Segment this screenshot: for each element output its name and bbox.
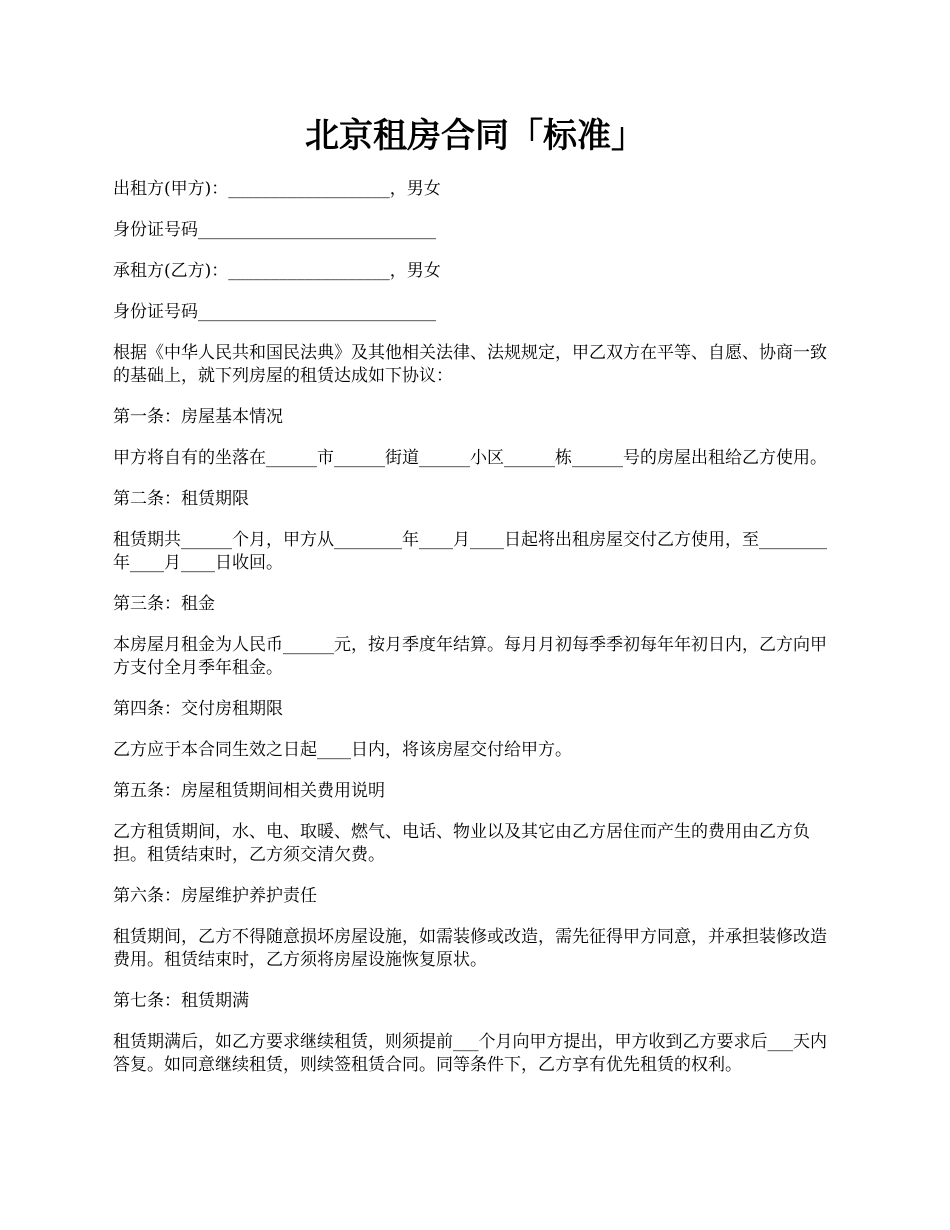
article-6-text: 租赁期间，乙方不得随意损坏房屋设施，如需装修或改造，需先征得甲方同意，并承担装修改造费用。租赁结束时，乙方须将房屋设施恢复原状。 bbox=[113, 927, 827, 970]
article-4-heading: 第四条：交付房租期限 bbox=[113, 699, 283, 719]
article-3-text: 本房屋月租金为人民币______元，按月季度年结算。每月月初每季季初每年年初日内，乙方向甲方支付全月季年租金。 bbox=[113, 635, 827, 678]
article-2-heading: 第二条：租赁期限 bbox=[113, 489, 249, 509]
article-7-text: 租赁期满后，如乙方要求继续租赁，则须提前___个月向甲方提出，甲方收到乙方要求后___天内答复。如同意继续租赁，则续签租赁合同。同等条件下，乙方享有优先租赁的权利。 bbox=[113, 1032, 827, 1075]
lessee-id-line: 身份证号码____________________________ bbox=[113, 302, 436, 322]
article-5-heading: 第五条：房屋租赁期间相关费用说明 bbox=[113, 781, 385, 801]
article-6-heading: 第六条：房屋维护养护责任 bbox=[113, 886, 317, 906]
document-title: 北京租房合同「标准」 bbox=[305, 116, 645, 156]
lessee-line: 承租方(乙方)：___________________，男女 bbox=[113, 261, 441, 281]
article-2-text: 租赁期共______个月，甲方从________年____月____日起将出租房屋交付乙方使用，至________年____月____日收回。 bbox=[113, 530, 827, 573]
article-1-heading: 第一条：房屋基本情况 bbox=[113, 407, 283, 427]
article-3-heading: 第三条：租金 bbox=[113, 594, 215, 614]
article-7-heading: 第七条：租赁期满 bbox=[113, 991, 249, 1011]
lessor-id-line: 身份证号码____________________________ bbox=[113, 220, 436, 240]
article-4-text: 乙方应于本合同生效之日起____日内，将该房屋交付给甲方。 bbox=[113, 740, 572, 760]
article-5-text: 乙方租赁期间，水、电、取暖、燃气、电话、物业以及其它由乙方居住而产生的费用由乙方负担。租赁结束时，乙方须交清欠费。 bbox=[113, 822, 810, 865]
lessor-line: 出租方(甲方)：___________________，男女 bbox=[113, 179, 441, 199]
document-body bbox=[113, 178, 843, 1095]
article-1-text: 甲方将自有的坐落在______市______街道______小区______栋______号的房屋出租给乙方使用。 bbox=[113, 448, 827, 468]
preamble-paragraph: 根据《中华人民共和国民法典》及其他相关法律、法规规定，甲乙双方在平等、自愿、协商一致的基础上，就下列房屋的租赁达成如下协议： bbox=[113, 343, 827, 386]
